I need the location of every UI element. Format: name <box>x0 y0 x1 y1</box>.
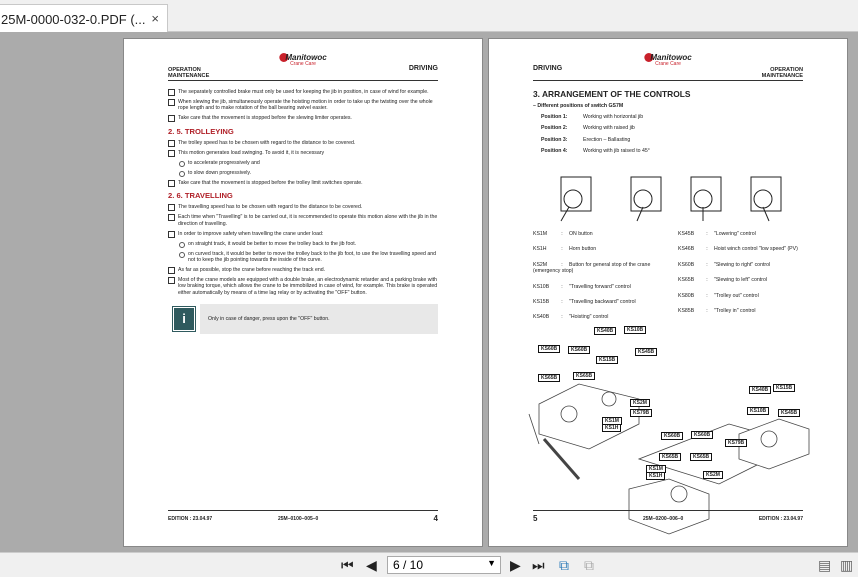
legend-row: KS40B : "Hoisting" control <box>533 314 609 321</box>
legend-row: KS1M : ON button <box>533 231 593 237</box>
diagram-label: KS45B <box>635 348 657 356</box>
control-desk-diagram <box>489 39 848 547</box>
diagram-label: KS15B <box>773 384 795 392</box>
diagram-label: KS10B <box>747 407 769 415</box>
single-page-icon[interactable]: ▤ <box>818 557 832 573</box>
page-value: 6 / 10 <box>393 558 424 572</box>
diagram-label: KS65B <box>573 372 595 380</box>
list-item: Take care that the movement is stopped before the trolley limit switches operate. <box>168 180 438 186</box>
header-operation: OPERATION <box>168 67 201 73</box>
header-maintenance: MAINTENANCE <box>168 73 210 79</box>
list-item: Take care that the movement is stopped before the slewing limiter operates. <box>168 115 438 121</box>
diagram-label: KS65B <box>538 374 560 382</box>
page-4 <box>123 38 483 547</box>
diagram-label: KS10B <box>624 326 646 334</box>
header-maintenance: MAINTENANCE <box>761 73 803 79</box>
navigation-toolbar <box>0 552 858 577</box>
list-item: When slewing the jib, simultaneously operate the hoisting motion in order to take up the twisting over the whole rope length and to make rotation of the ball bearing swivel easier. <box>168 99 438 112</box>
legend-row: KS10B : "Travelling forward" control <box>533 283 631 290</box>
info-icon: i <box>174 308 194 330</box>
diagram-label: KS1H <box>646 472 665 480</box>
document-viewer[interactable] <box>0 32 858 552</box>
list-item: The travelling speed has to be chosen with regard to the distance to be covered. <box>168 204 438 210</box>
position-row: Position 2: Working with raised jib <box>541 125 635 132</box>
section-heading: 2. 6. TRAVELLING <box>168 191 233 201</box>
page-selector[interactable] <box>387 556 501 574</box>
next-page-icon[interactable]: ▶ <box>510 557 521 573</box>
position-row: Position 4: Working with jib raised to 45° <box>541 148 650 155</box>
edition: EDITION : 23.04.97 <box>758 516 803 522</box>
position-row: Position 1: Working with horizontal jib <box>541 114 644 120</box>
diagram-label: KS65B <box>659 453 681 461</box>
diagram-label: KS65B <box>690 453 712 461</box>
legend-row: KS45B : "Lowering" control <box>678 231 756 237</box>
diagram-label: KS1H <box>602 424 621 432</box>
chevron-down-icon[interactable]: ▼ <box>487 558 496 568</box>
doc-code: 25M–0100–005–0 <box>278 516 319 522</box>
list-item: In order to improve safety when travelling the crane under load: <box>168 231 438 237</box>
header-driving: DRIVING <box>408 65 438 72</box>
list-item: This motion generates load swinging. To avoid it, it is necessary <box>168 150 438 156</box>
list-item: Each time when "Travelling" is to be carried out, it is recommended to operate this motion alone with the jib in the direction of travelling. <box>168 214 438 227</box>
list-item: The trolley speed has to be chosen with regard to the distance to be covered. <box>168 140 438 146</box>
previous-page-icon[interactable]: ◀ <box>366 557 377 573</box>
control-desk-drawing <box>489 39 848 547</box>
legend-row: KS65B : "Slewing to left" control <box>678 277 767 284</box>
diagram-label: KS79B <box>725 439 747 447</box>
diagram-label: KS60B <box>538 345 560 353</box>
next-view-icon[interactable]: ⧉ <box>584 557 594 573</box>
diagram-label: KS60B <box>691 431 713 439</box>
section-title: 3. ARRANGEMENT OF THE CONTROLS <box>533 89 691 99</box>
page-footer <box>168 510 438 524</box>
manitowoc-logo: Manitowoc Crane Care <box>644 53 691 67</box>
legend-row: KS15B : "Travelling backward" control <box>533 299 636 306</box>
diagram-label: KS45B <box>778 409 800 417</box>
header-operation: OPERATION <box>770 67 803 73</box>
doc-code: 25M–0200–006–0 <box>643 516 684 522</box>
continuous-page-icon[interactable]: ▥ <box>840 557 854 573</box>
diagram-label: KS15B <box>596 356 618 364</box>
sub-item: on curved track, it would be better to move the trolley back to the jib foot, to use the low travelling speed and not to keep the jib pointing towards the inside of the curve. <box>168 251 438 264</box>
last-page-icon[interactable]: ⏭ <box>532 557 545 573</box>
subtitle: – Different positions of switch GS7M <box>533 103 624 109</box>
info-note <box>168 304 438 334</box>
page-5 <box>488 38 848 547</box>
diagram-label: KS1M <box>646 465 666 473</box>
tab-title: 25M-0000-032-0.PDF (... <box>1 12 146 27</box>
page-number: 5 <box>533 514 538 523</box>
previous-view-icon[interactable]: ⧉ <box>559 557 569 573</box>
page-body <box>168 89 438 334</box>
legend-row: KS46B : Hoist winch control "low speed" (PV) <box>678 246 798 253</box>
position-row: Position 3: Erection – Ballasting <box>541 136 631 143</box>
legend-row: KS85B : "Trolley in" control <box>678 308 756 315</box>
diagram-label: KS40B <box>749 386 771 394</box>
legend-row: KS1H : Horn button <box>533 246 597 253</box>
list-item: Most of the crane models are equipped with a double brake, an electrodynamic retarder and a parking brake with low braking torque, which allows the crane to be immobilized in case of wind, for example. This brake is operated either automatically by means of a time lag relay or by activating the "OFF" button. <box>168 277 438 296</box>
header-driving: DRIVING <box>533 65 563 72</box>
legend-row: KS60B : "Slewing to right" control <box>678 261 771 268</box>
diagram-label: KS79B <box>630 409 652 417</box>
document-tab[interactable] <box>0 4 168 32</box>
list-item: The separately controlled brake must only be used for keeping the jib in position, in case of wind for example. <box>168 89 438 95</box>
legend-row: KS80B : "Trolley out" control <box>678 292 759 299</box>
list-item: As far as possible, stop the crane before reaching the track end. <box>168 267 438 273</box>
sub-item: to accelerate progressively and <box>168 160 438 166</box>
tab-bar <box>0 0 858 32</box>
first-page-icon[interactable]: ⏮ <box>341 557 354 573</box>
diagram-label: KS2M <box>630 399 650 407</box>
page-footer <box>533 510 803 524</box>
diagram-label: KS1M <box>602 417 622 425</box>
manitowoc-logo: Manitowoc Crane Care <box>279 53 326 67</box>
note-text: Only in case of danger, press upon the "OFF" button. <box>200 304 438 334</box>
edition: EDITION : 23.04.97 <box>168 516 213 522</box>
sub-item: to slow down progressively. <box>168 170 438 176</box>
section-heading: 2. 5. TROLLEYING <box>168 126 234 136</box>
sub-item: on straight track, it would be better to move the trolley back to the jib foot. <box>168 241 438 247</box>
diagram-label: KS2M <box>703 471 723 479</box>
diagram-label: KS60B <box>568 346 590 354</box>
diagram-label: KS60B <box>661 432 683 440</box>
legend-row: KS2M : Button for general stop of the crane (emergency stop) <box>533 261 651 275</box>
page-header <box>168 53 438 81</box>
diagram-label: KS40B <box>594 327 616 335</box>
page-number: 4 <box>433 514 438 523</box>
close-icon[interactable]: × <box>151 11 159 26</box>
